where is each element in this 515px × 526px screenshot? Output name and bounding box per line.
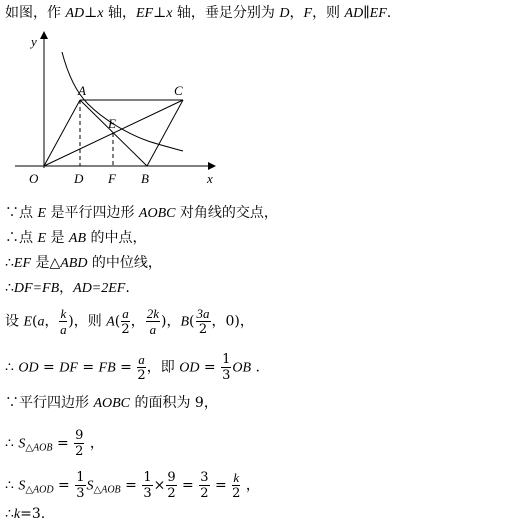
text: ， — [59, 280, 74, 296]
text: )，则 — [68, 313, 107, 330]
fraction — [146, 306, 160, 337]
segment-cb — [147, 100, 183, 166]
segment-oa — [44, 100, 80, 166]
text: ，即 — [146, 359, 180, 376]
denominator: 2 — [167, 486, 176, 501]
solution-line-4 — [5, 279, 130, 298]
subscript: △AOB — [25, 442, 53, 454]
text: ∴ — [5, 435, 19, 452]
math: DF=FB — [13, 281, 60, 296]
math-x: x — [97, 6, 104, 21]
fraction — [59, 306, 67, 337]
text: 是平行四边形 — [46, 205, 139, 221]
text: ⊥ — [153, 5, 167, 21]
solution-line-7 — [5, 394, 218, 413]
text: 的面积为 9， — [130, 395, 218, 411]
text: ，则 — [312, 5, 345, 21]
math: OD — [18, 360, 39, 376]
math: EF — [13, 256, 32, 271]
math: FB — [98, 360, 116, 376]
geometry-figure — [0, 26, 230, 194]
math-ad: AD — [65, 6, 85, 21]
numerator: 9 — [75, 428, 84, 443]
text: = — [77, 359, 99, 376]
math: E — [23, 314, 33, 330]
label-b: B — [141, 171, 149, 186]
text: ∵平行四边形 — [5, 395, 94, 411]
text: ∴点 — [5, 230, 38, 246]
math: B — [180, 314, 190, 330]
math: A — [106, 314, 115, 330]
text: = — [199, 359, 221, 376]
numerator: 3a — [196, 306, 210, 321]
math: a — [37, 314, 45, 330]
text: = — [210, 477, 232, 494]
label-o: O — [29, 171, 39, 186]
text: )， — [161, 313, 181, 330]
numerator: k — [60, 306, 67, 321]
fraction — [166, 470, 176, 501]
math: DF — [59, 360, 78, 376]
numerator: k — [233, 470, 240, 485]
math: OD — [179, 360, 200, 376]
numerator: 1 — [222, 352, 231, 367]
text: . — [125, 280, 130, 296]
text: ， — [85, 435, 104, 452]
denominator: 2 — [232, 486, 241, 501]
text: ∵点 — [5, 205, 38, 221]
denominator: 2 — [121, 322, 130, 337]
text: . — [386, 5, 392, 21]
text: =3. — [20, 506, 46, 522]
numerator: 3 — [200, 470, 209, 485]
fraction — [199, 470, 209, 501]
math: ABD — [60, 256, 88, 271]
math: k — [13, 507, 21, 522]
denominator: 3 — [222, 368, 231, 383]
subscript: △AOB — [93, 484, 121, 496]
fraction — [142, 470, 152, 501]
solution-line-10 — [5, 505, 45, 524]
denominator: a — [149, 322, 157, 337]
denominator: 3 — [143, 486, 152, 501]
math-f: F — [303, 6, 313, 21]
text: × — [153, 477, 166, 494]
label-e: E — [108, 116, 116, 131]
label-f: F — [108, 171, 116, 186]
denominator: 2 — [75, 444, 84, 459]
numerator: 2k — [146, 306, 159, 321]
math: AB — [68, 231, 87, 246]
label-x: x — [207, 171, 213, 186]
solution-line-3 — [5, 254, 162, 273]
subscript: △AOD — [25, 484, 54, 496]
text: ∴ — [5, 359, 19, 376]
math: S — [86, 478, 94, 494]
text: = — [115, 359, 137, 376]
text: ， — [241, 477, 260, 494]
math-x: x — [166, 6, 173, 21]
text: = — [52, 435, 74, 452]
text: ∴ — [5, 280, 14, 296]
text: ， — [130, 313, 145, 330]
denominator: a — [60, 322, 67, 337]
math: S — [18, 478, 26, 494]
text: = — [120, 477, 142, 494]
text: ， — [289, 5, 304, 21]
math: OB — [232, 360, 252, 376]
fraction — [232, 470, 240, 501]
text: 是 — [46, 230, 69, 246]
solution-line-5 — [5, 306, 254, 337]
label-a: A — [78, 83, 86, 98]
text: 对角线的交点， — [175, 205, 278, 221]
text: = — [177, 477, 199, 494]
math: AOBC — [93, 396, 131, 411]
text: 的中位线， — [87, 255, 162, 271]
solution-line-9 — [5, 470, 260, 501]
text: ， — [44, 313, 59, 330]
math: AD=2EF — [73, 281, 126, 296]
label-y: y — [31, 34, 37, 49]
denominator: 2 — [137, 368, 146, 383]
fraction — [74, 428, 84, 459]
label-c: C — [174, 83, 183, 98]
solution-line-8 — [5, 428, 104, 459]
math-ef: EF — [135, 6, 154, 21]
text: = — [53, 477, 75, 494]
fraction — [196, 306, 211, 337]
numerator: 1 — [76, 470, 85, 485]
denominator: 3 — [76, 486, 85, 501]
text: ∥ — [363, 5, 370, 21]
text: ⊥ — [84, 5, 98, 21]
math: AOBC — [138, 206, 176, 221]
label-d: D — [74, 171, 84, 186]
solution-line-6 — [5, 352, 260, 383]
text: ( — [32, 313, 38, 330]
text: 如图，作 — [5, 5, 66, 21]
fraction — [137, 352, 146, 383]
math-ef: EF — [369, 6, 387, 21]
text: ( — [114, 313, 121, 330]
math: E — [37, 206, 47, 221]
math-ad: AD — [344, 6, 364, 21]
fraction — [121, 306, 130, 337]
text: ( — [189, 313, 195, 330]
text: 是△ — [31, 255, 61, 271]
text: ∴ — [5, 506, 14, 522]
solution-line-2 — [5, 229, 146, 248]
text: ∴ — [5, 477, 19, 494]
math: E — [37, 231, 47, 246]
denominator: 2 — [198, 322, 208, 337]
math-d: D — [279, 6, 290, 21]
fraction — [75, 470, 85, 501]
text: 轴， — [103, 5, 136, 21]
denominator: 2 — [200, 486, 209, 501]
numerator: 9 — [167, 470, 176, 485]
text: = — [38, 359, 60, 376]
fraction — [221, 352, 231, 383]
numerator: a — [122, 306, 129, 321]
text: ，0)， — [211, 313, 254, 330]
text: . — [251, 359, 260, 376]
text: 的中点， — [86, 230, 147, 246]
numerator: 1 — [143, 470, 152, 485]
solution-line-1 — [5, 204, 278, 223]
text: 轴，垂足分别为 — [172, 5, 280, 21]
text: 设 — [5, 313, 24, 330]
math: S — [18, 436, 26, 452]
intro-line — [5, 4, 391, 23]
numerator: a — [138, 352, 145, 367]
text: ∴ — [5, 255, 14, 271]
